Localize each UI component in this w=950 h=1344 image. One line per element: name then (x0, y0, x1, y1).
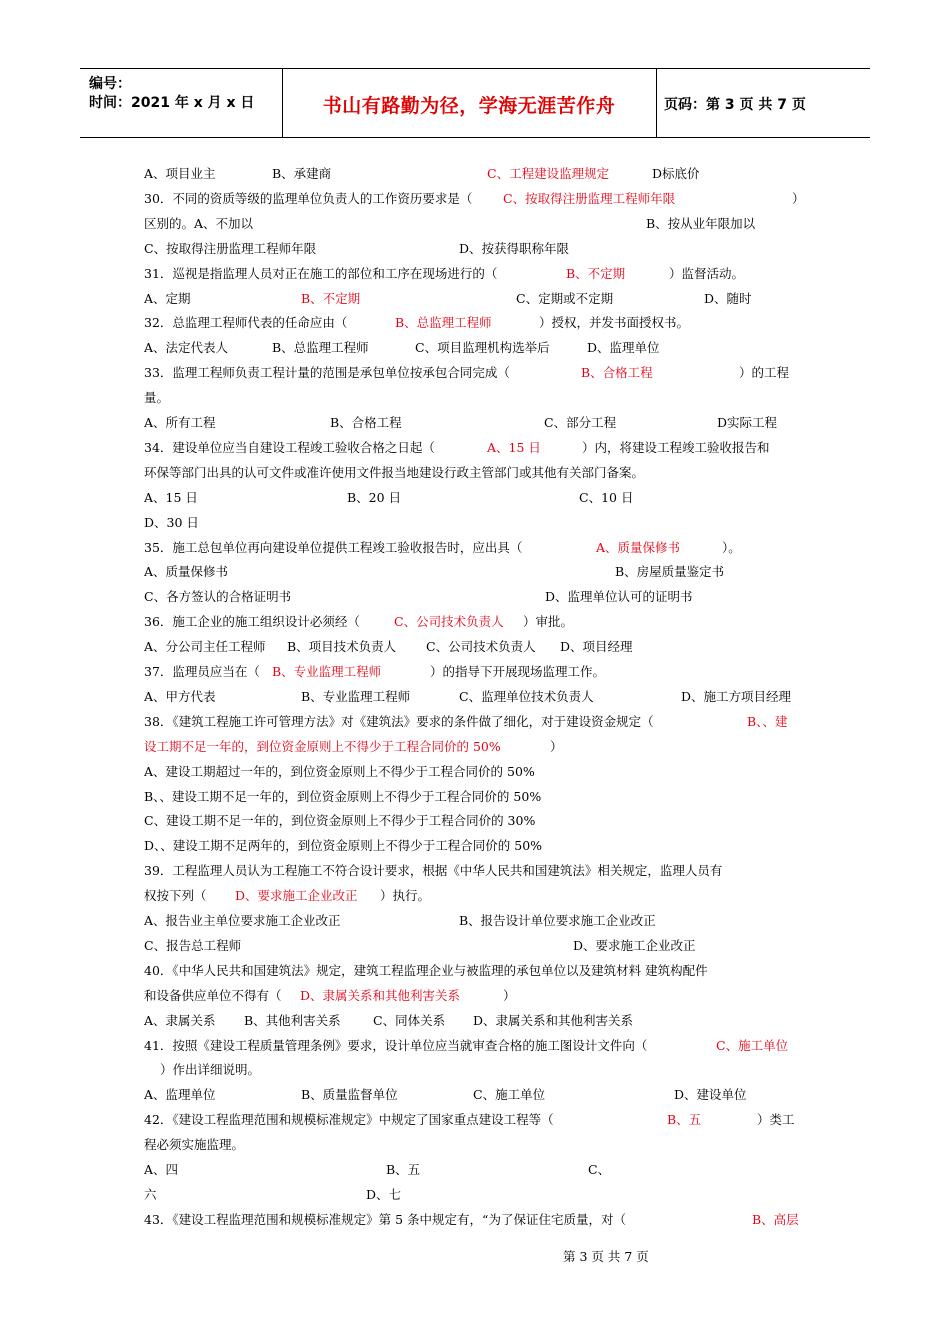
text-line (0, 861, 950, 885)
text-segment: A、分公司主任工程师 (144, 639, 266, 655)
text-line (0, 239, 950, 263)
answer-text: C、按取得注册监理工程师年限 (503, 190, 676, 206)
text-segment: B、五 (386, 1162, 421, 1177)
text-line (0, 338, 950, 362)
text-segment: A、隶属关系 (144, 1012, 216, 1028)
footer-page-number: 第 3 页 共 7 页 (563, 1249, 649, 1264)
text-line (0, 612, 950, 636)
text-segment: A、监理单位 (144, 1087, 216, 1103)
text-segment: 和设备供应单位不得有（ (144, 987, 282, 1003)
text-line (0, 1085, 950, 1109)
text-segment: 33．监理工程师负责工程计量的范围是承包单位按承包合同完成（ (144, 365, 510, 381)
text-segment: D、、建设工期不足两年的，到位资金原则上不得少于工程合同价的 50% (144, 838, 543, 854)
text-line (0, 538, 950, 562)
text-segment: 权按下列（ (144, 888, 207, 904)
text-segment: 40．《中华人民共和国建筑法》规定，建筑工程监理企业与被监理的承包单位以及建筑材料 建筑构配件 (144, 962, 708, 978)
text-segment: 31．巡视是指监理人员对正在施工的部位和工序在现场进行的（ (144, 265, 498, 281)
answer-text: B、专业监理工程师 (272, 664, 382, 679)
answer-text: C、公司技术负责人 (394, 614, 504, 630)
text-segment: ）的指导下开展现场监理工作。 (430, 664, 606, 679)
text-segment: A、甲方代表 (144, 688, 216, 704)
text-line (0, 1060, 950, 1084)
answer-text: A、质量保修书 (596, 539, 681, 555)
text-segment: B、质量监督单位 (301, 1087, 398, 1103)
text-line (0, 388, 950, 412)
text-segment: A、项目业主 (144, 166, 216, 181)
text-line (0, 264, 950, 288)
text-segment: ）监督活动。 (669, 265, 745, 281)
text-line (0, 1185, 950, 1209)
text-segment: D、要求施工企业改正 (573, 937, 696, 953)
text-line (0, 737, 950, 761)
answer-text: D、隶属关系和其他利害关系 (300, 987, 461, 1003)
text-segment: 区别的。A、不加以 (144, 215, 254, 231)
text-line (0, 986, 950, 1010)
text-segment: D、施工方项目经理 (681, 688, 792, 704)
text-segment: B、项目技术负责人 (287, 639, 397, 655)
text-segment: D、监理单位 (587, 340, 660, 356)
text-segment: B、报告设计单位要求施工企业改正 (459, 913, 656, 928)
text-segment: C、各方签认的合格证明书 (144, 589, 292, 605)
text-line (0, 787, 950, 811)
text-line (0, 936, 950, 960)
text-segment: A、所有工程 (144, 415, 216, 430)
text-line (0, 687, 950, 711)
text-segment: A、四 (144, 1162, 179, 1177)
text-segment: C、部分工程 (544, 415, 617, 430)
text-line (0, 413, 950, 437)
text-segment: B、承建商 (272, 166, 332, 181)
text-line (0, 712, 950, 736)
text-segment: C、项目监理机构选举后 (415, 340, 550, 356)
text-segment: A、报告业主单位要求施工企业改正 (144, 913, 341, 928)
text-line (0, 513, 950, 537)
text-segment: D、30 日 (144, 514, 199, 530)
answer-text: C、施工单位 (716, 1037, 789, 1053)
text-segment: D、监理单位认可的证明书 (545, 589, 693, 605)
text-line (0, 438, 950, 462)
text-segment: ） (503, 987, 516, 1003)
text-line (0, 811, 950, 835)
text-segment: 39．工程监理人员认为工程施工不符合设计要求，根据《中华人民共和国建筑法》相关规定，监理人员有 (144, 863, 723, 879)
text-line (0, 1135, 950, 1159)
text-segment: ）。 (722, 539, 741, 555)
answer-text: B、、建 (747, 713, 788, 729)
text-segment: 34．建设单位应当自建设工程竣工验收合格之日起（ (144, 439, 435, 455)
text-segment: D、按获得职称年限 (459, 240, 570, 256)
text-segment: C、 (588, 1162, 611, 1177)
text-line (0, 164, 950, 188)
text-line (0, 1160, 950, 1184)
text-segment: C、监理单位技术负责人 (459, 688, 594, 704)
answer-text: D、要求施工企业改正 (235, 888, 358, 904)
text-segment: ）的工程 (739, 365, 790, 381)
text-line (0, 1110, 950, 1134)
text-segment: B、其他利害关系 (244, 1012, 341, 1028)
answer-text: C、工程建设监理规定 (487, 166, 610, 181)
text-segment: B、专业监理工程师 (301, 688, 411, 704)
text-segment: C、同体关系 (373, 1012, 446, 1028)
answer-text: B、不定期 (301, 290, 361, 306)
text-segment: ） (550, 738, 563, 754)
text-line (0, 762, 950, 786)
text-segment: C、10 日 (579, 489, 634, 505)
text-line (0, 363, 950, 387)
text-line (0, 911, 950, 935)
text-segment: D、随时 (704, 290, 752, 306)
text-segment: D、建设单位 (674, 1087, 747, 1103)
text-segment: C、按取得注册监理工程师年限 (144, 240, 317, 256)
text-line (0, 463, 950, 487)
text-line (0, 1036, 950, 1060)
document-time-label: 时间：2021 年 x 月 x 日 (89, 95, 255, 111)
header-middle-cell (282, 69, 657, 137)
text-segment: B、20 日 (347, 489, 402, 505)
text-line (0, 1210, 950, 1234)
header-motto: 书山有路勤为径，学海无涯苦作舟 (322, 95, 616, 117)
header-page-number: 页码：第 3 页 共 7 页 (664, 97, 806, 113)
text-segment: C、施工单位 (473, 1087, 546, 1103)
answer-text: B、五 (667, 1112, 702, 1128)
header-left-cell (80, 69, 283, 137)
text-segment: B、按从业年限加以 (646, 215, 756, 231)
text-segment: B、合格工程 (330, 415, 402, 430)
text-segment: 程必须实施监理。 (144, 1137, 245, 1153)
text-line (0, 587, 950, 611)
text-line (0, 313, 950, 337)
text-segment: C、报告总工程师 (144, 937, 242, 953)
text-segment: A、建设工期超过一年的，到位资金原则上不得少于工程合同价的 50% (144, 763, 535, 779)
text-segment: D、七 (366, 1186, 402, 1202)
text-segment: D、隶属关系和其他利害关系 (473, 1012, 634, 1028)
text-segment: D实际工程 (717, 415, 778, 430)
text-segment: 36．施工企业的施工组织设计必须经（ (144, 614, 360, 630)
text-segment: ）作出详细说明。 (160, 1062, 261, 1078)
text-line (0, 1011, 950, 1035)
text-segment: 30．不同的资质等级的监理单位负责人的工作资历要求是（ (144, 190, 473, 206)
text-line (0, 662, 950, 686)
text-segment: ） (792, 190, 805, 206)
answer-text: B、总监理工程师 (395, 315, 492, 331)
text-segment: C、建设工期不足一年的，到位资金原则上不得少于工程合同价的 30% (144, 813, 536, 829)
text-line (0, 214, 950, 238)
answer-text: 设工期不足一年的，到位资金原则上不得少于工程合同价的 50% (144, 738, 501, 754)
text-segment: A、15 日 (144, 489, 198, 505)
text-segment: 量。 (144, 390, 170, 406)
text-segment: ）审批。 (523, 614, 574, 630)
text-segment: 38．《建筑工程施工许可管理方法》对《建筑法》要求的条件做了细化，对于建设资金规定（ (144, 713, 654, 729)
text-line (0, 637, 950, 661)
text-segment: 32．总监理工程师代表的任命应由（ (144, 315, 348, 331)
text-segment: A、质量保修书 (144, 564, 229, 580)
text-segment: 41．按照《建设工程质量管理条例》要求，设计单位应当就审查合格的施工图设计文件向（ (144, 1037, 648, 1053)
answer-text: B、高层 (752, 1211, 799, 1227)
text-segment: B、总监理工程师 (272, 340, 369, 356)
answer-text: B、合格工程 (581, 365, 653, 381)
text-line (0, 488, 950, 512)
text-line (0, 886, 950, 910)
text-segment: A、法定代表人 (144, 340, 229, 356)
text-segment: D、项目经理 (560, 639, 633, 655)
text-segment: ）授权，并发书面授权书。 (539, 315, 690, 331)
text-segment: C、公司技术负责人 (426, 639, 536, 655)
text-line (0, 836, 950, 860)
text-segment: 35．施工总包单位再向建设单位提供工程竣工验收报告时，应出具（ (144, 539, 523, 555)
text-segment: 43．《建设工程监理范围和规模标准规定》第 5 条中规定有，“为了保证住宅质量，对（ (144, 1211, 626, 1227)
text-segment: ）执行。 (380, 888, 431, 904)
text-line (0, 289, 950, 313)
header-right-cell (656, 69, 870, 137)
text-segment: 42．《建设工程监理范围和规模标准规定》中规定了国家重点建设工程等（ (144, 1112, 554, 1128)
text-segment: ）类工 (757, 1112, 795, 1128)
text-segment: ）内，将建设工程竣工验收报告和 (582, 439, 770, 455)
document-number-label: 编号： (89, 76, 131, 92)
text-line (0, 961, 950, 985)
page-header (80, 68, 870, 138)
answer-text: A、15 日 (487, 439, 541, 455)
text-segment: B、房屋质量鉴定书 (615, 564, 725, 580)
text-segment: D标底价 (652, 166, 700, 181)
text-segment: 37．监理员应当在（ (144, 664, 260, 679)
text-segment: C、定期或不定期 (516, 290, 614, 306)
answer-text: B、不定期 (566, 265, 626, 281)
text-line (0, 562, 950, 586)
text-segment: B、、建设工期不足一年的，到位资金原则上不得少于工程合同价的 50% (144, 788, 542, 804)
text-segment: 六 (144, 1186, 157, 1202)
text-segment: A、定期 (144, 290, 191, 306)
text-line (0, 189, 950, 213)
text-segment: 环保等部门出具的认可文件或准许使用文件报当地建设行政主管部门或其他有关部门备案。 (144, 464, 645, 480)
